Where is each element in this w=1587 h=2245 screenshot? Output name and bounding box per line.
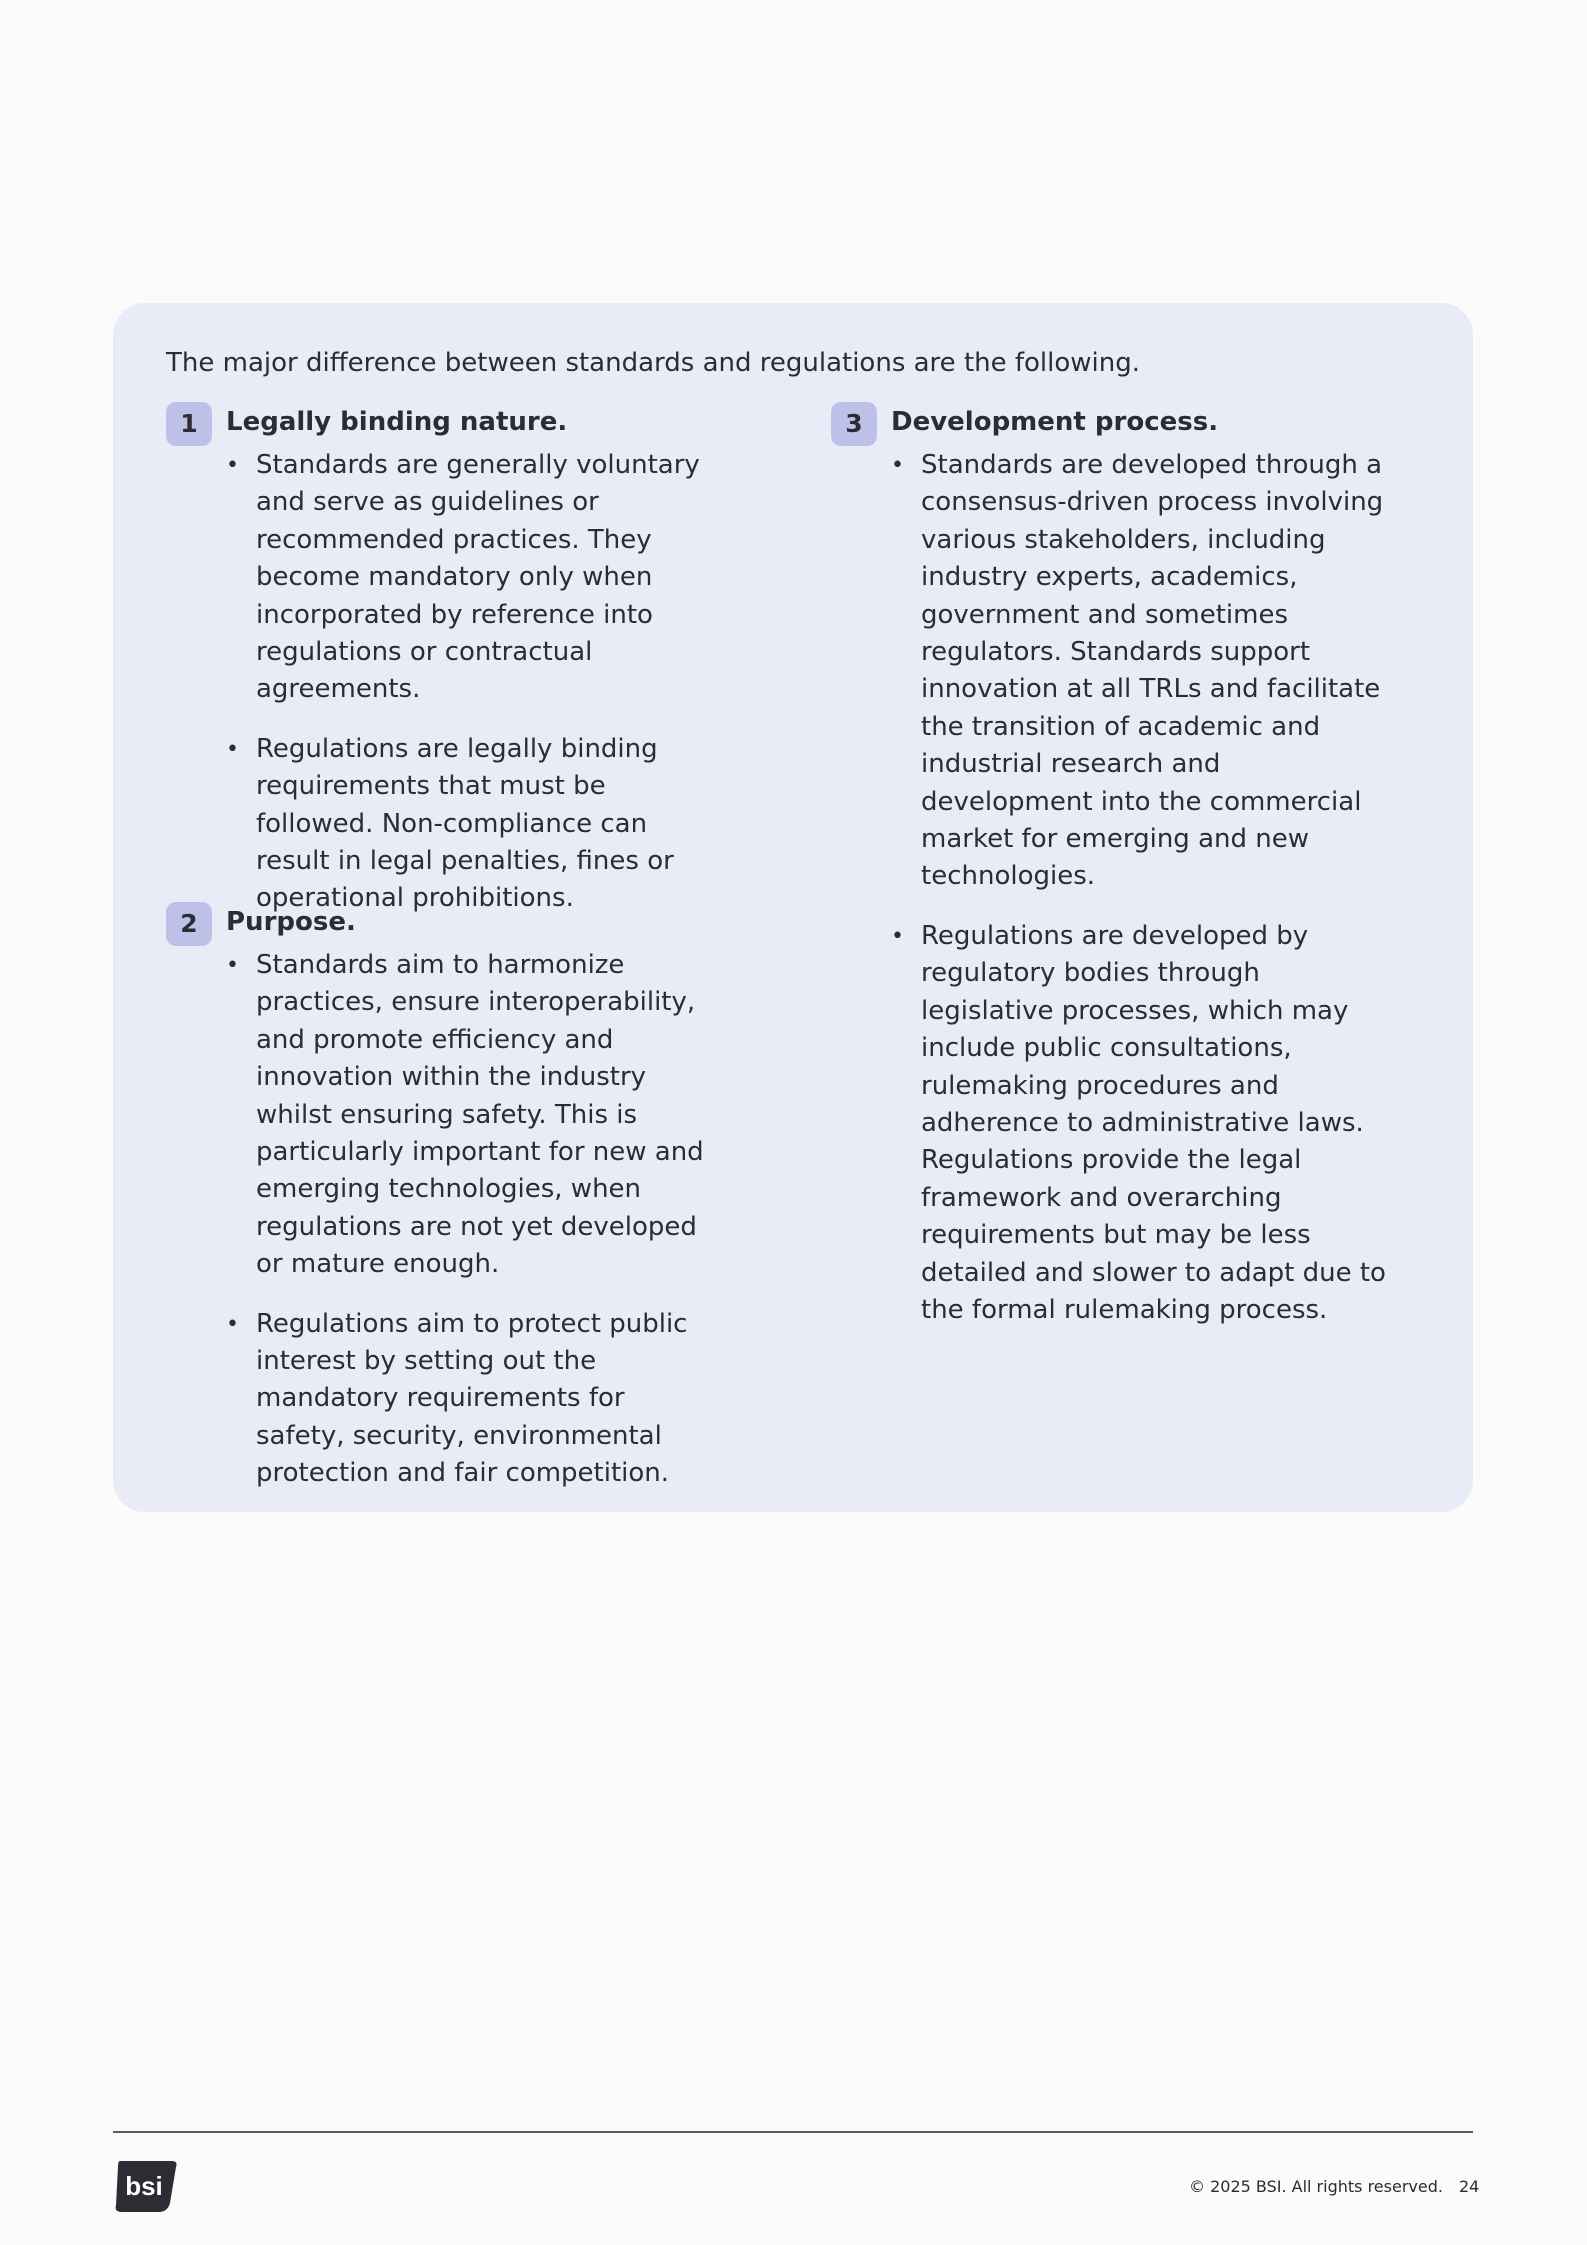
section-title: Purpose. xyxy=(226,907,356,937)
section-legally-binding xyxy=(166,401,706,918)
bullet-dot-icon: • xyxy=(226,1311,239,1337)
list-item xyxy=(831,447,1391,896)
section-number-badge: 3 xyxy=(831,402,877,446)
bsi-logo-icon xyxy=(112,2155,180,2215)
bullet-text: Regulations aim to protect public interest by setting out the mandatory requirements for safety, security, environmental protection and fair competition. xyxy=(256,1308,688,1489)
list-item xyxy=(166,1306,706,1493)
bullet-text: Standards are developed through a consensus-driven process involving various stakeholders, including industry experts, academics, government and sometimes regulators. Standards support innovation at all TRLs and facilitate the transition of academic and industrial research and development into the commercial market for emerging and new technologies. xyxy=(921,450,1384,892)
bullet-list xyxy=(166,447,706,918)
section-title: Legally binding nature. xyxy=(226,407,568,437)
copyright-text: © 2025 BSI. All rights reserved. xyxy=(1189,2177,1443,2196)
section-title: Development process. xyxy=(891,407,1219,437)
list-item xyxy=(166,447,706,709)
bullet-dot-icon: • xyxy=(226,953,239,978)
bullet-list xyxy=(166,947,706,1493)
bsi-logo xyxy=(112,2155,180,2219)
bullet-text: Regulations are developed by regulatory bodies through legislative processes, which may include public consultations, rulemaking procedures and adherence to administrative laws. Regulations provide the legal framework and overarching requirements but may be less detailed and slower to adapt due to the formal rulemaking process. xyxy=(921,920,1386,1325)
section-purpose xyxy=(166,901,706,1493)
intro-text: The major difference between standards and regulations are the following. xyxy=(166,348,1141,378)
bullet-text: Regulations are legally binding requirements that must be followed. Non-compliance can result in legal penalties, fines or operational prohibitions. xyxy=(256,733,674,914)
bullet-list xyxy=(831,447,1391,1329)
bullet-dot-icon: • xyxy=(891,923,904,949)
bullet-text: Standards aim to harmonize practices, ensure interoperability, and promote efficiency and innovation within the industry whilst ensuring safety. This is particularly important for new and emerging technologies, when regulations are not yet developed or mature enough. xyxy=(256,950,704,1280)
list-item xyxy=(166,731,706,918)
section-header xyxy=(166,401,706,447)
bullet-dot-icon: • xyxy=(891,453,904,478)
section-header xyxy=(166,901,706,947)
section-development-process xyxy=(831,401,1391,1329)
bullet-dot-icon: • xyxy=(226,453,239,478)
bullet-text: Standards are generally voluntary and serve as guidelines or recommended practices. They become mandatory only when incorporated by reference into regulations or contractual agreements. xyxy=(256,450,700,705)
section-number-badge: 1 xyxy=(166,402,212,446)
comparison-panel xyxy=(113,303,1473,1512)
section-header xyxy=(831,401,1391,447)
bullet-dot-icon: • xyxy=(226,736,239,762)
section-number-badge: 2 xyxy=(166,902,212,946)
footer-divider xyxy=(113,2131,1473,2133)
page-number: 24 xyxy=(1459,2177,1480,2196)
list-item xyxy=(166,947,706,1284)
list-item xyxy=(831,918,1391,1329)
logo-text: bsi xyxy=(125,2171,163,2201)
